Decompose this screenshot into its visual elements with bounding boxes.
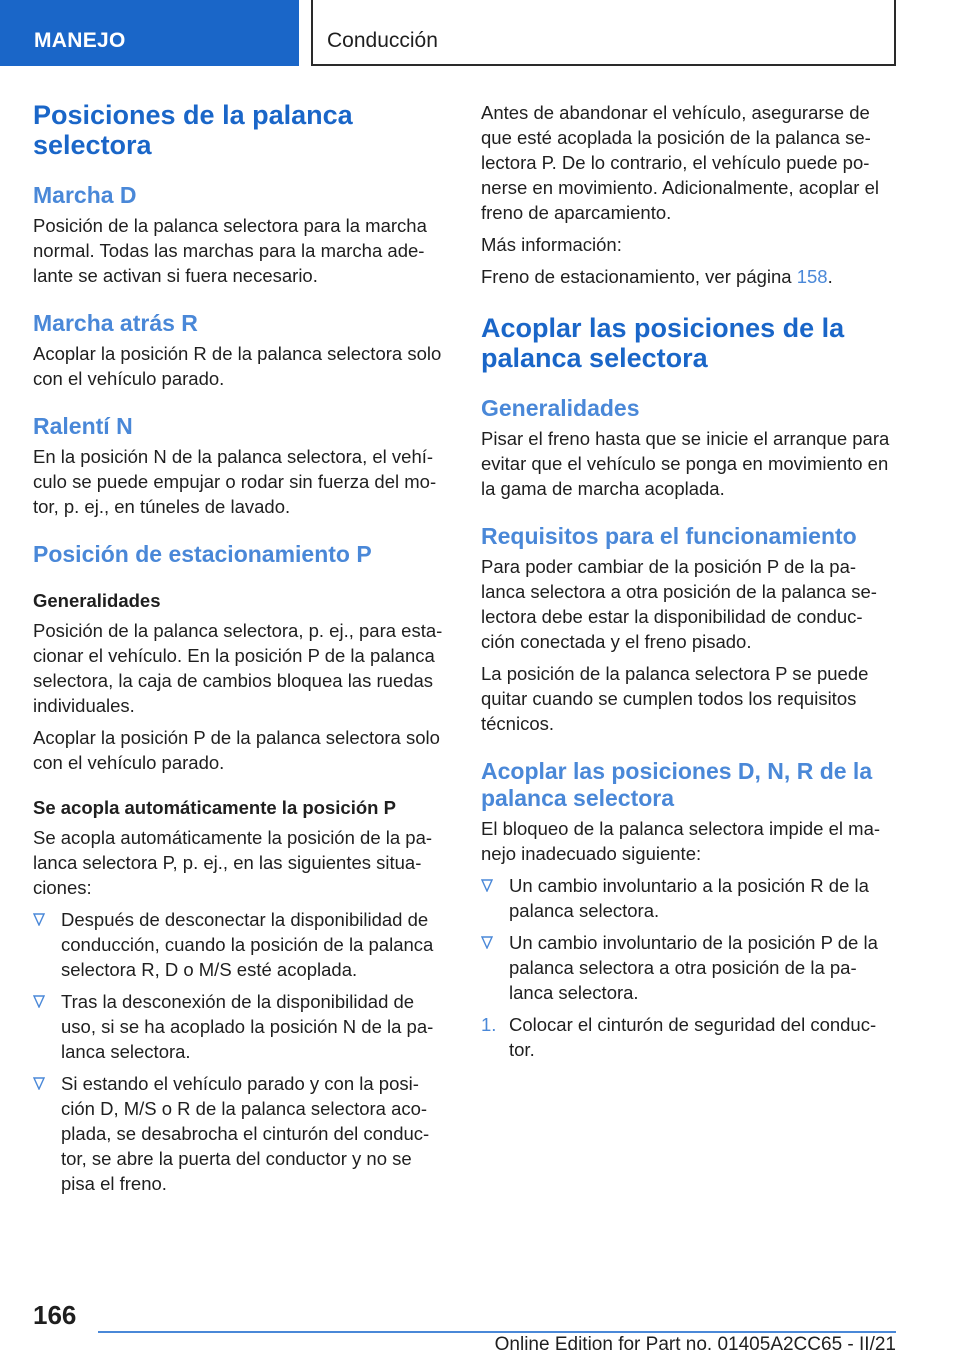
text-engage-dnr: El bloqueo de la palanca selectora impide el ma-nejo inadecuado siguiente: xyxy=(481,818,881,864)
text-before-leaving: Antes de abandonar el vehículo, asegurarse de que esté acoplada la posición de la palanca se-lectora P. De lo contrario, el vehículo puede po-nerse en movimiento. Adicionalmente, acoplar el freno de aparcamiento. xyxy=(481,102,879,223)
heading-requirements: Requisitos para el funcionamiento xyxy=(481,523,857,549)
reference-end: . xyxy=(827,266,833,287)
header-section-label: MANEJO xyxy=(34,29,126,52)
list-item xyxy=(481,930,895,1005)
step-number: 1. xyxy=(481,1014,497,1035)
header-section-tab xyxy=(0,0,299,66)
list-item xyxy=(33,989,447,1064)
text-general: Pisar el freno hasta que se inicie el arranque para evitar que el vehículo se ponga en movimiento en la gama de marcha acoplada. xyxy=(481,428,890,499)
subheading-general: Generalidades xyxy=(33,590,161,611)
text-auto-p: Se acopla automáticamente la posición de la pa-lanca selectora P, p. ej., en las siguientes situa-ciones: xyxy=(33,827,433,898)
list-item-text: Tras la desconexión de la disponibilidad de uso, si se ha acoplado la posición N de la pa-lanca selectora. xyxy=(61,991,434,1062)
text-general-1: Posición de la palanca selectora, p. ej., para esta-cionar el vehículo. En la posición P de la palanca selectora, la caja de cambios bloquea las ruedas individuales. xyxy=(33,620,443,716)
triangle-bullet-icon xyxy=(481,879,493,892)
triangle-bullet-icon xyxy=(33,913,45,926)
header-chapter-label: Conducción xyxy=(327,29,438,52)
heading-gear-r: Marcha atrás R xyxy=(33,310,198,336)
text-more-info: Más información: xyxy=(481,234,622,255)
header-chapter-box xyxy=(311,0,896,66)
triangle-bullet-icon xyxy=(33,995,45,1008)
footer-divider xyxy=(98,1331,896,1333)
heading-general: Generalidades xyxy=(481,395,640,421)
heading-positions: Posiciones de la palanca selectora xyxy=(33,100,353,160)
text-requirements-2: La posición de la palanca selectora P se puede quitar cuando se cumplen todos los requisitos técnicos. xyxy=(481,663,869,734)
right-column xyxy=(481,100,895,1062)
reference-text: Freno de estacionamiento, ver página xyxy=(481,266,797,287)
subheading-auto-p: Se acopla automáticamente la posición P xyxy=(33,797,396,818)
left-column xyxy=(33,100,447,1196)
list-item-text: Si estando el vehículo parado y con la posi-ción D, M/S o R de la palanca selectora aco-plada, se desabrocha el cinturón del conduc-tor, se abre la puerta del conductor y no se pisa el freno. xyxy=(61,1073,430,1194)
list-item-text: Un cambio involuntario de la posición P de la palanca selectora a otra posición de la pa-lanca selectora. xyxy=(509,932,878,1003)
text-gear-r: Acoplar la posición R de la palanca selectora solo con el vehículo parado. xyxy=(33,343,442,389)
page-link[interactable]: 158 xyxy=(796,266,828,287)
triangle-bullet-icon xyxy=(33,1077,45,1090)
list-item-text: Después de desconectar la disponibilidad de conducción, cuando la posición de la palanca selectora R, D o M/S esté acoplada. xyxy=(61,909,434,980)
text-reference xyxy=(481,264,895,289)
heading-gear-n: Ralentí N xyxy=(33,413,133,439)
text-requirements-1: Para poder cambiar de la posición P de la pa-lanca selectora a otra posición de la palanca se-lectora debe estar la disponibilidad de conduc-ción conectada y el freno pisado. xyxy=(481,556,877,652)
heading-engage-dnr: Acoplar las posiciones D, N, R de la palanca selectora xyxy=(481,758,873,811)
triangle-bullet-icon xyxy=(481,936,493,949)
step-item xyxy=(481,1012,895,1062)
list-item-text: Un cambio involuntario a la posición R de la palanca selectora. xyxy=(509,875,869,921)
list-item xyxy=(33,1071,447,1196)
heading-engage: Acoplar las posiciones de la palanca selectora xyxy=(481,313,845,373)
list-item xyxy=(33,907,447,982)
dnr-list xyxy=(481,873,895,1062)
heading-gear-p: Posición de estacionamiento P xyxy=(33,541,372,567)
text-general-2: Acoplar la posición P de la palanca selectora solo con el vehículo parado. xyxy=(33,727,440,773)
text-gear-n: En la posición N de la palanca selectora, el vehí-culo se puede empujar o rodar sin fuerza del mo-tor, p. ej., en túneles de lavado. xyxy=(33,446,437,517)
list-item xyxy=(481,873,895,923)
step-text: Colocar el cinturón de seguridad del conduc-tor. xyxy=(509,1014,877,1060)
text-gear-d: Posición de la palanca selectora para la marcha normal. Todas las marchas para la marcha ade-lante se activan si fuera necesario. xyxy=(33,215,427,286)
heading-gear-d: Marcha D xyxy=(33,182,137,208)
footer-edition: Online Edition for Part no. 01405A2CC65 - II/21 xyxy=(494,1334,896,1355)
auto-p-list xyxy=(33,907,447,1196)
page-number: 166 xyxy=(33,1300,77,1330)
